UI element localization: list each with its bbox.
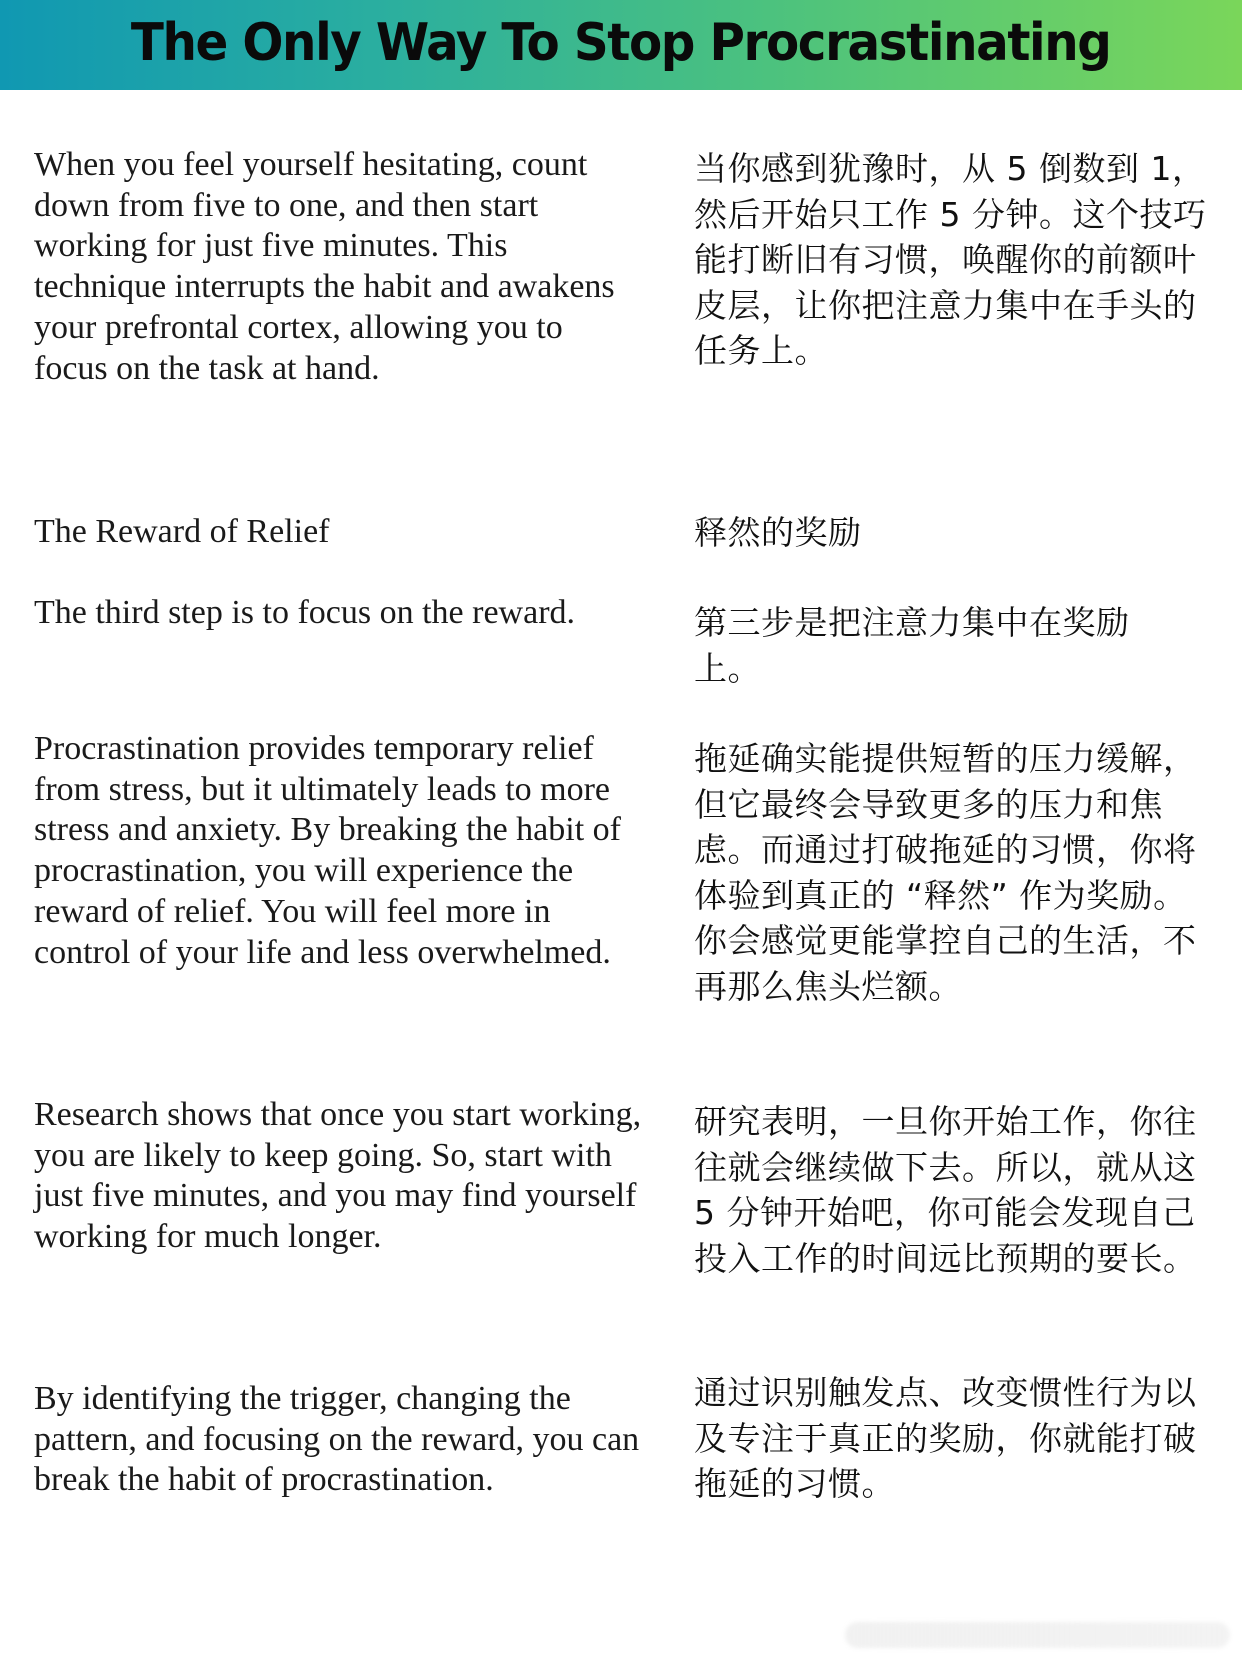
page-title: The Only Way To Stop Procrastinating (131, 13, 1111, 73)
watermark-blur (845, 1622, 1230, 1648)
section-heading-english: The Reward of Relief (34, 513, 330, 550)
section-5-english: Research shows that once you start working, you are likely to keep going. So, start with just five minutes, and you may find yourself working for much longer. (34, 1096, 642, 1256)
section-5-chinese: 研究表明，一旦你开始工作，你往往就会继续做下去。所以，就从这 5 分钟开始吧，你可能会发现自己投入工作的时间远比预期的要长。 (694, 1102, 1197, 1278)
title-banner (0, 0, 1242, 90)
section-6-english: By identifying the trigger, changing the pattern, and focusing on the reward, you can break the habit of procrastination. (34, 1380, 640, 1499)
section-6-chinese: 通过识别触发点、改变惯性行为以及专注于真正的奖励，你就能打破拖延的习惯。 (694, 1373, 1197, 1503)
section-3-english: The third step is to focus on the reward. (34, 594, 576, 631)
section-1-english: When you feel yourself hesitating, count down from five to one, and then start working for just five minutes. This technique interrupts the habit and awakens your prefrontal cortex, allowing you to focus on the task at hand. (34, 146, 615, 387)
section-heading-chinese: 释然的奖励 (694, 513, 862, 552)
section-1-chinese: 当你感到犹豫时，从 5 倒数到 1，然后开始只工作 5 分钟。这个技巧能打断旧有习惯，唤醒你的前额叶皮层，让你把注意力集中在手头的任务上。 (694, 149, 1207, 370)
section-4-chinese: 拖延确实能提供短暂的压力缓解，但它最终会导致更多的压力和焦虑。而通过打破拖延的习惯，你将体验到真正的 “释然” 作为奖励。你会感觉更能掌控自己的生活，不再那么焦头烂额。 (694, 739, 1197, 1006)
section-4-english: Procrastination provides temporary relief from stress, but it ultimately leads to more stress and anxiety. By breaking the habit of procrastination, you will experience the reward of relief. You will feel more in control of your life and less overwhelmed. (34, 730, 621, 971)
section-3-chinese: 第三步是把注意力集中在奖励上。 (694, 603, 1130, 688)
